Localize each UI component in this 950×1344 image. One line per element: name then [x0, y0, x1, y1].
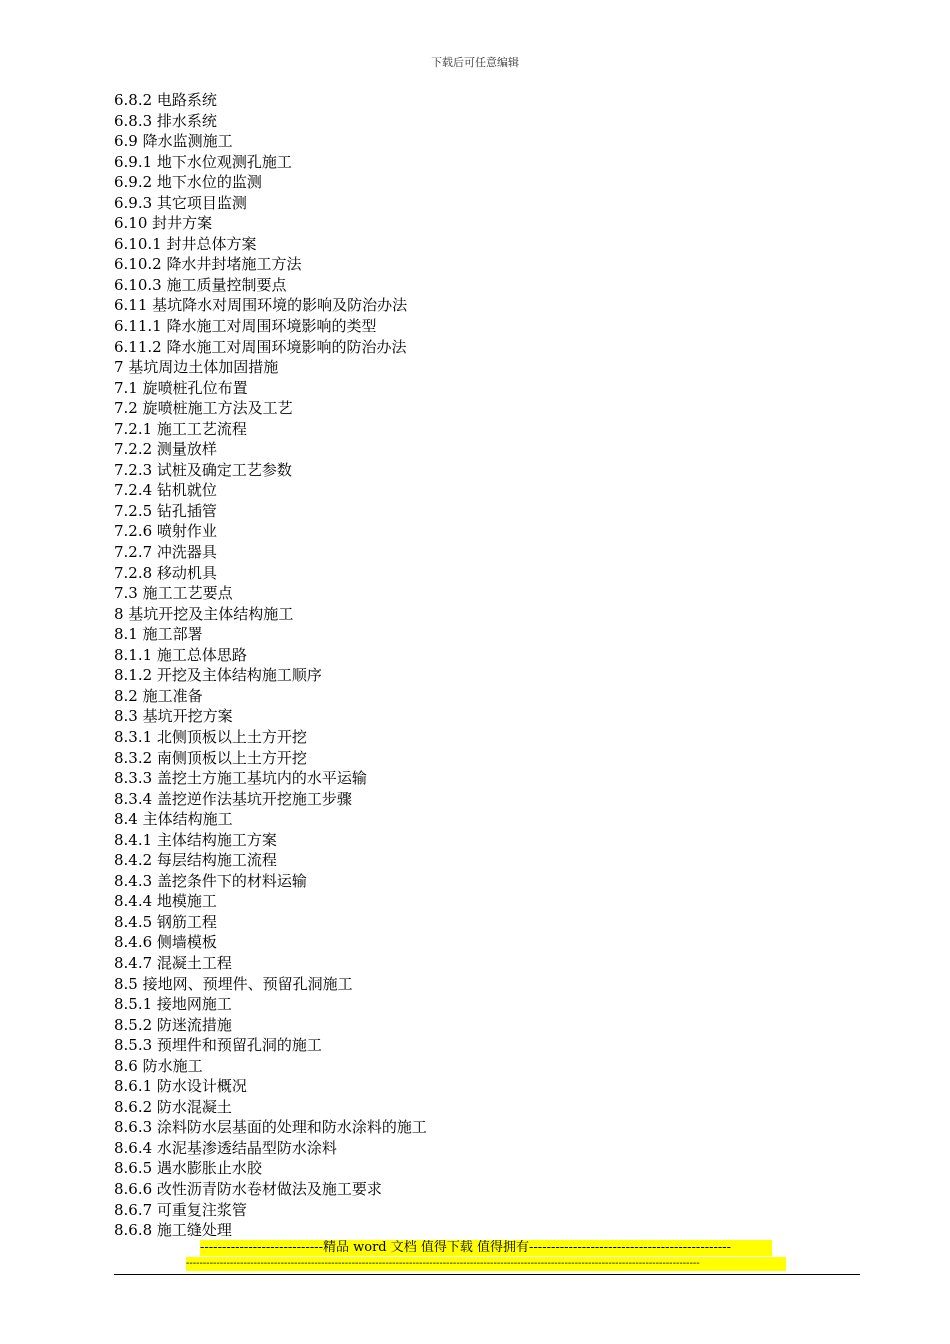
- toc-entry: 6.9 降水监测施工: [114, 132, 233, 151]
- toc-entry: 8.5.2 防迷流措施: [114, 1015, 232, 1034]
- toc-entry: 6.8.2 电路系统: [114, 91, 217, 109]
- toc-entry: 8.4.3 盖挖条件下的材料运输: [114, 871, 307, 890]
- toc-entry: 8.1 施工部署: [114, 625, 203, 644]
- toc-entry: 8.6.3 涂料防水层基面的处理和防水涂料的施工: [114, 1118, 427, 1137]
- toc-entry: 8.6.7 可重复注浆管: [114, 1200, 247, 1219]
- footer-banner: ----------------------------精品 word 文档 值得下载 值得拥有----------------------------------------------: [200, 1240, 772, 1256]
- toc-entry: 8.4.5 钢筋工程: [114, 912, 217, 931]
- toc-entry: 8.6.1 防水设计概况: [114, 1077, 247, 1096]
- toc-entry: 8.5.1 接地网施工: [114, 995, 232, 1014]
- toc-entry: 6.9.1 地下水位观测孔施工: [114, 152, 292, 171]
- toc-entry: 8.5 接地网、预埋件、预留孔洞施工: [114, 974, 353, 993]
- toc-entry: 6.9.3 其它项目监测: [114, 193, 247, 212]
- toc-entry: 7.2.5 钻孔插管: [114, 501, 217, 520]
- footer-dashes: --------------------------------------------------------------------------------------------------------------------------------------------------------: [186, 1257, 786, 1271]
- toc-entry: 6.11 基坑降水对周围环境的影响及防治办法: [114, 296, 408, 315]
- footer-rule: [114, 1274, 860, 1275]
- toc-entry: 7.2.4 钻机就位: [114, 481, 217, 500]
- toc-entry: 7.2.6 喷射作业: [114, 522, 217, 541]
- toc-entry: 8.3.3 盖挖土方施工基坑内的水平运输: [114, 769, 367, 788]
- toc-entry: 7.2.8 移动机具: [114, 563, 217, 582]
- toc-entry: 8.3.4 盖挖逆作法基坑开挖施工步骤: [114, 789, 352, 808]
- toc-entry: 8.6.2 防水混凝土: [114, 1097, 232, 1116]
- toc-entry: 8.4.6 侧墙模板: [114, 933, 217, 952]
- toc-entry: 8.3 基坑开挖方案: [114, 707, 233, 726]
- toc-entry: 6.11.2 降水施工对周围环境影响的防治办法: [114, 337, 407, 356]
- toc-entry: 7.2.1 施工工艺流程: [114, 419, 247, 438]
- toc-entry: 8.4.1 主体结构施工方案: [114, 830, 277, 849]
- toc-entry: 7.2.2 测量放样: [114, 440, 217, 459]
- toc-entry: 7 基坑周边土体加固措施: [114, 358, 279, 377]
- toc-entry: 8.1.1 施工总体思路: [114, 645, 247, 664]
- toc-entry: 8.1.2 开挖及主体结构施工顺序: [114, 666, 322, 685]
- toc-entry: 6.9.2 地下水位的监测: [114, 173, 262, 192]
- toc-entry: 8.6.4 水泥基渗透结晶型防水涂料: [114, 1138, 337, 1157]
- toc-entry: 8.5.3 预埋件和预留孔洞的施工: [114, 1036, 322, 1055]
- toc-entry: 8.4.4 地模施工: [114, 892, 217, 911]
- toc-entry: 7.2.7 冲洗器具: [114, 543, 217, 562]
- toc-entry: 6.8.3 排水系统: [114, 111, 217, 130]
- toc-entry: 8.6 防水施工: [114, 1056, 203, 1075]
- toc-entry: 8.6.6 改性沥青防水卷材做法及施工要求: [114, 1179, 382, 1198]
- toc-entry: 8.4.2 每层结构施工流程: [114, 851, 277, 870]
- toc-entry: 8.3.2 南侧顶板以上土方开挖: [114, 748, 307, 767]
- toc-entry: 7.3 施工工艺要点: [114, 584, 233, 603]
- toc-entry: 8.4.7 混凝土工程: [114, 953, 232, 972]
- toc-entry: 6.10.2 降水井封堵施工方法: [114, 255, 302, 274]
- toc-entry: 8.3.1 北侧顶板以上土方开挖: [114, 727, 307, 746]
- table-of-contents: [114, 90, 854, 1241]
- toc-entry: 8.4 主体结构施工: [114, 810, 233, 829]
- toc-entry: 7.2.3 试桩及确定工艺参数: [114, 460, 292, 479]
- toc-entry: 6.10.1 封井总体方案: [114, 234, 257, 253]
- toc-entry: 7.2 旋喷桩施工方法及工艺: [114, 399, 293, 418]
- toc-entry: 6.11.1 降水施工对周围环境影响的类型: [114, 317, 377, 336]
- toc-entry: 6.10 封井方案: [114, 214, 213, 233]
- toc-entry: 8.6.8 施工缝处理: [114, 1221, 232, 1240]
- page-header: 下载后可任意编辑: [431, 56, 519, 69]
- toc-entry: 8.6.5 遇水膨胀止水胶: [114, 1159, 262, 1178]
- toc-entry: 7.1 旋喷桩孔位布置: [114, 378, 248, 397]
- toc-entry: 8 基坑开挖及主体结构施工: [114, 604, 294, 623]
- toc-entry: 8.2 施工准备: [114, 686, 203, 705]
- toc-entry: 6.10.3 施工质量控制要点: [114, 275, 287, 294]
